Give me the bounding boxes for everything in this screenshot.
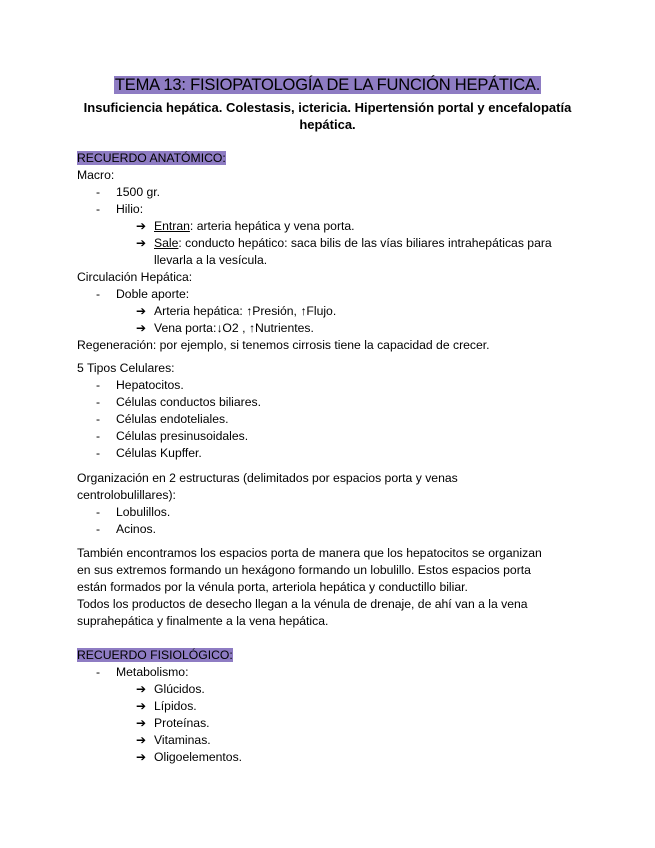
section-heading-anatomico-text: RECUERDO ANATÓMICO: [77, 151, 226, 165]
dash-bullet: - [96, 185, 101, 199]
sale-label: Sale [154, 236, 179, 250]
list-item-text: Hilio: [116, 202, 144, 216]
list-item-text: Proteínas. [154, 716, 210, 730]
title-block [0, 76, 655, 95]
dash-bullet: - [96, 446, 101, 460]
dash-bullet: - [96, 665, 101, 679]
page-subtitle: Insuficiencia hepática. Colestasis, ictericia. Hipertensión portal y encefalopatía hepática. [83, 100, 572, 132]
dash-bullet: - [96, 378, 101, 392]
arrow-bullet-icon: ➔ [136, 699, 147, 713]
dash-bullet: - [96, 505, 101, 519]
list-item-text: Metabolismo: [116, 665, 189, 679]
section-heading-fisiologico [77, 648, 233, 663]
arrow-bullet-icon: ➔ [136, 304, 147, 318]
sale-text-continuation: llevarla a la vesícula. [154, 253, 268, 267]
dash-bullet: - [96, 202, 101, 216]
organizacion-text: Organización en 2 estructuras (delimitados por espacios porta y venas [77, 471, 458, 485]
list-item-text: Vena porta:↓O2 , ↑Nutrientes. [154, 321, 314, 335]
entran-label: Entran [154, 219, 190, 233]
dash-bullet: - [96, 522, 101, 536]
paragraph-line: Todos los productos de desecho llegan a la vénula de drenaje, de ahí van a la vena [77, 597, 528, 611]
list-item-text: Lípidos. [154, 699, 197, 713]
section-heading-fisiologico-text: RECUERDO FISIOLÓGICO: [77, 648, 233, 662]
list-item-text: Células conductos biliares. [116, 395, 261, 409]
list-item-text: Acinos. [116, 522, 156, 536]
tipos-celulares-label: 5 Tipos Celulares: [77, 361, 175, 375]
list-item-text: Vitaminas. [154, 733, 211, 747]
sale-text: : conducto hepático: saca bilis de las vías biliares intrahepáticas para [178, 236, 552, 250]
arrow-bullet-icon: ➔ [136, 716, 147, 730]
paragraph-line: están formados por la vénula porta, arteriola hepática y conductillo biliar. [77, 580, 468, 594]
arrow-bullet-icon: ➔ [136, 750, 147, 764]
list-item-text: Doble aporte: [116, 287, 190, 301]
list-item-text: Hepatocitos. [116, 378, 184, 392]
arrow-bullet-icon: ➔ [136, 236, 147, 250]
list-item-text: Células Kupffer. [116, 446, 202, 460]
arrow-bullet-icon: ➔ [136, 219, 147, 233]
circulacion-label: Circulación Hepática: [77, 270, 193, 284]
section-heading-anatomico [77, 151, 226, 166]
dash-bullet: - [96, 395, 101, 409]
list-item-text: Lobulillos. [116, 505, 171, 519]
dash-bullet: - [96, 287, 101, 301]
organizacion-text-continuation: centrolobulillares): [77, 488, 176, 502]
list-item-text: Células presinusoidales. [116, 429, 249, 443]
list-item-text: Oligoelementos. [154, 750, 243, 764]
paragraph-line: También encontramos los espacios porta de manera que los hepatocitos se organizan [77, 546, 542, 560]
dash-bullet: - [96, 412, 101, 426]
paragraph-line: en sus extremos formando un hexágono formando un lobulillo. Estos espacios porta [77, 563, 531, 577]
macro-label: Macro: [77, 168, 115, 182]
dash-bullet: - [96, 429, 101, 443]
arrow-bullet-icon: ➔ [136, 733, 147, 747]
arrow-bullet-icon: ➔ [136, 321, 147, 335]
entran-text: : arteria hepática y vena porta. [189, 219, 355, 233]
page-title: TEMA 13: FISIOPATOLOGÍA DE LA FUNCIÓN HEPÁTICA. [114, 76, 541, 94]
list-item-text: Arteria hepática: ↑Presión, ↑Flujo. [154, 304, 337, 318]
paragraph-line: suprahepática y finalmente a la vena hepática. [77, 614, 329, 628]
arrow-bullet-icon: ➔ [136, 682, 147, 696]
list-item-text: Glúcidos. [154, 682, 205, 696]
regeneracion-text: Regeneración: por ejemplo, si tenemos cirrosis tiene la capacidad de crecer. [77, 338, 490, 352]
list-item-text: 1500 gr. [116, 185, 161, 199]
list-item-text: Células endoteliales. [116, 412, 229, 426]
